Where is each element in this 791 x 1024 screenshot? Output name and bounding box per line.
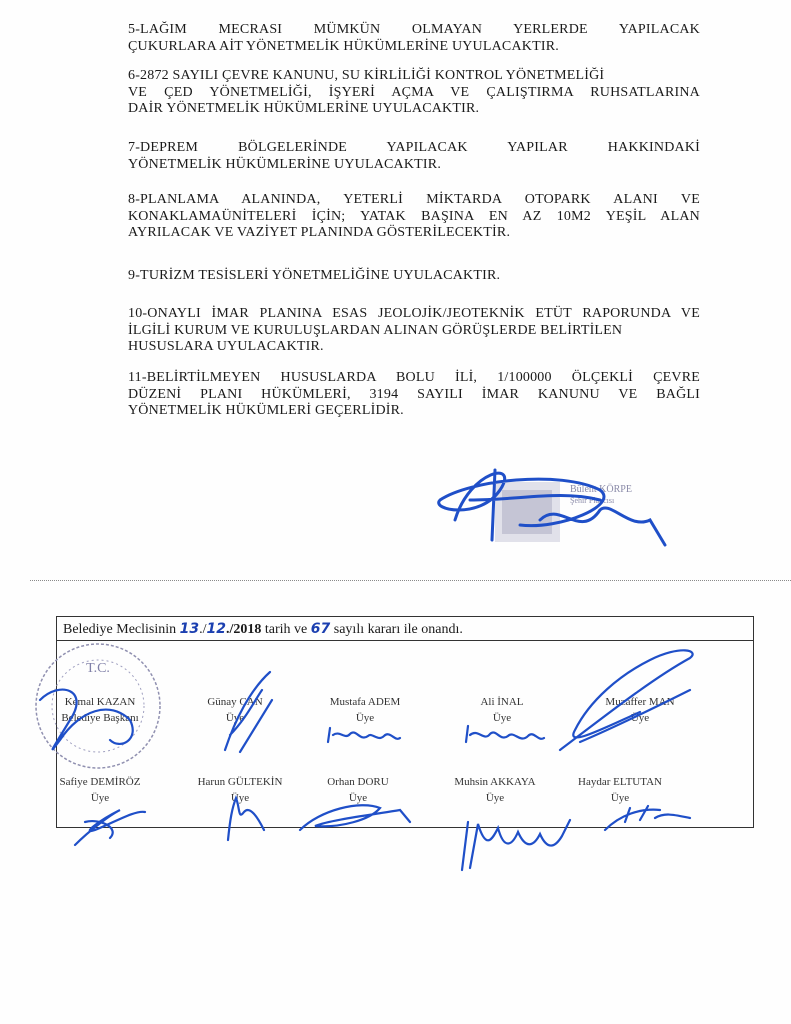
clause-5 bbox=[128, 22, 700, 55]
member-name: Orhan DORU bbox=[327, 776, 389, 788]
member-role: Üye bbox=[485, 792, 505, 804]
stamp-name: Bülent KÖRPE bbox=[570, 484, 632, 495]
clause-line: VE ÇED YÖNETMELİĞİ, İŞYERİ AÇMA VE ÇALIŞTIRMA RUHSATLARINA bbox=[128, 84, 700, 100]
clause-line: AYRILACAK VE VAZİYET PLANINDA GÖSTERİLECEKTİR. bbox=[128, 225, 511, 240]
member-role: Üye bbox=[230, 792, 250, 804]
member-name: Mustafa ADEM bbox=[329, 696, 401, 708]
member-name: Haydar ELTUTAN bbox=[578, 776, 662, 788]
member-name: Safiye DEMİRÖZ bbox=[59, 776, 141, 788]
member-name: Günay CAN bbox=[207, 696, 263, 708]
approval-decision-no: 67 bbox=[310, 621, 331, 637]
member-muzaffer-man bbox=[580, 696, 700, 724]
clause-line: DAİR YÖNETMELİK HÜKÜMLERİNE UYULACAKTIR. bbox=[128, 101, 480, 116]
member-role: Belediye Başkanı bbox=[61, 712, 139, 724]
clause-line: 8-PLANLAMA ALANINDA, YETERLİ MİKTARDA OTOPARK ALANI VE bbox=[128, 192, 700, 207]
member-mustafa-adem bbox=[305, 696, 425, 724]
approval-suffix: sayılı kararı ile onandı. bbox=[333, 622, 463, 637]
member-role: Üye bbox=[492, 712, 512, 724]
clause-line: HUSUSLARA UYULACAKTIR. bbox=[128, 339, 324, 354]
member-role: Üye bbox=[610, 792, 630, 804]
stamp-title: Şehir Plancısı bbox=[570, 496, 615, 505]
clause-9 bbox=[128, 268, 700, 285]
clause-line: 10-ONAYLI İMAR PLANINA ESAS JEOLOJİK/JEOTEKNİK ETÜT RAPORUNDA VE bbox=[128, 306, 700, 321]
planner-stamp bbox=[490, 462, 670, 552]
member-role: Üye bbox=[348, 792, 368, 804]
clause-line: KONAKLAMAÜNİTELERİ İÇİN; YATAK BAŞINA EN AZ 10M2 YEŞİL ALAN bbox=[128, 208, 700, 224]
seal-text: T.C. bbox=[86, 661, 110, 676]
member-role: Üye bbox=[225, 712, 245, 724]
member-haydar-eltutan bbox=[560, 776, 680, 804]
clause-line: ÇUKURLARA AİT YÖNETMELİK HÜKÜMLERİNE UYULACAKTIR. bbox=[128, 38, 559, 54]
member-harun-gultekin bbox=[180, 776, 300, 804]
clause-line: 11-BELİRTİLMEYEN HUSUSLARDA BOLU İLİ, 1/100000 ÖLÇEKLİ ÇEVRE bbox=[128, 370, 700, 385]
approval-middle: tarih ve bbox=[264, 622, 308, 637]
member-role: Üye bbox=[90, 792, 110, 804]
section-divider bbox=[30, 580, 791, 581]
approval-day: 13 bbox=[179, 621, 200, 637]
member-ali-inal bbox=[442, 696, 562, 724]
member-name: Muzaffer MAN bbox=[605, 696, 675, 708]
member-name: Ali İNAL bbox=[480, 696, 524, 708]
clause-line: YÖNETMELİK HÜKÜMLERİNE UYULACAKTIR. bbox=[128, 156, 442, 172]
approval-sep: ./ bbox=[199, 622, 207, 637]
clause-line: 5-LAĞIM MECRASI MÜMKÜN OLMAYAN YERLERDE YAPILACAK bbox=[128, 22, 700, 37]
approval-year: ./2018 bbox=[226, 622, 262, 637]
stamp-mark bbox=[490, 462, 670, 552]
member-role: Üye bbox=[355, 712, 375, 724]
member-role: Üye bbox=[630, 712, 650, 724]
clause-line: YÖNETMELİK HÜKÜMLERİ GEÇERLİDİR. bbox=[128, 403, 404, 418]
member-gunay-can bbox=[175, 696, 295, 724]
clause-6 bbox=[128, 68, 700, 118]
member-kemal-kazan bbox=[40, 696, 160, 724]
member-orhan-doru bbox=[298, 776, 418, 804]
clause-8 bbox=[128, 192, 700, 242]
clause-line: DÜZENİ PLANI HÜKÜMLERİ, 3194 SAYILI İMAR KANUNU VE BAĞLI bbox=[128, 386, 700, 402]
member-name: Harun GÜLTEKİN bbox=[197, 776, 283, 788]
member-muhsin-akkaya bbox=[435, 776, 555, 804]
clause-line: 9-TURİZM TESİSLERİ YÖNETMELİĞİNE UYULACAKTIR. bbox=[128, 268, 501, 283]
clause-11 bbox=[128, 370, 700, 420]
approval-month: 12 bbox=[206, 621, 227, 637]
member-name: Muhsin AKKAYA bbox=[454, 776, 536, 788]
member-safiye-demiroz bbox=[40, 776, 160, 804]
member-name: Kemal KAZAN bbox=[64, 696, 136, 708]
clause-line: 6-2872 SAYILI ÇEVRE KANUNU, SU KİRLİLİĞİ KONTROL YÖNETMELİĞİ bbox=[128, 68, 605, 83]
clause-line: İLGİLİ KURUM VE KURULUŞLARDAN ALINAN GÖRÜŞLERDE BELİRTİLEN bbox=[128, 322, 623, 338]
approval-prefix: Belediye Meclisinin bbox=[63, 622, 177, 637]
clause-7 bbox=[128, 140, 700, 173]
clause-line: 7-DEPREM BÖLGELERİNDE YAPILACAK YAPILAR HAKKINDAKİ bbox=[128, 140, 700, 155]
clause-10 bbox=[128, 306, 700, 356]
